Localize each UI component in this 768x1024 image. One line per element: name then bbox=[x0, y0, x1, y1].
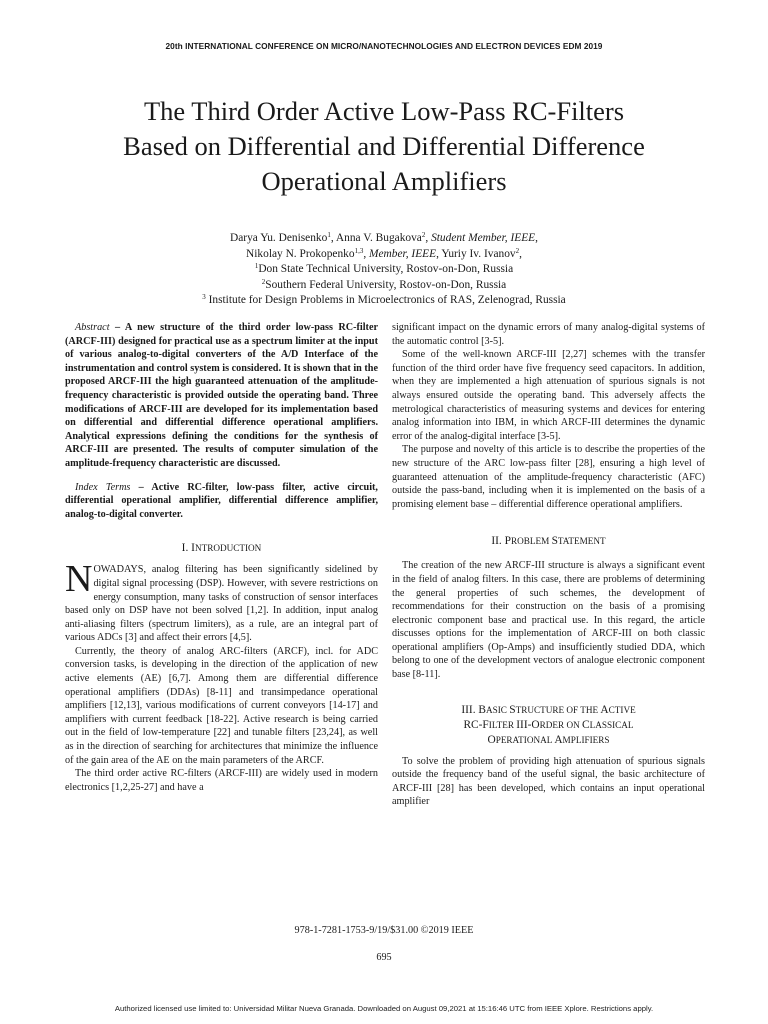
left-column bbox=[65, 321, 378, 794]
license-notice: Authorized licensed use limited to: Universidad Militar Nueva Granada. Downloaded on August 09,2021 at 15:16:46 UTC from IEEE Xplore. Restrictions apply. bbox=[114, 1004, 654, 1013]
right-paragraph-4: The creation of the new ARCF-III structure is always a significant event in the field of analog filters. In this case, there are problems of determining the general properties of such schemes, the development of recommendations for their construction on the basis of a promising electronic component base and practical use. In this regard, the article discusses options for the implementation of ARCF-III on both classic operational amplifiers (Op-Amps) and insufficiently studied DDA, which belong to one of the development vectors of analogue electronic component base [8-11]. bbox=[392, 560, 705, 681]
heading-initial: S bbox=[551, 535, 558, 548]
affiliation-text: Don State Technical University, Rostov-on-Don, Russia bbox=[258, 263, 514, 275]
title-line: Operational Amplifiers bbox=[261, 166, 507, 196]
intro-paragraph-2: Currently, the theory of analog ARC-filters (ARCF), incl. for ADC conversion tasks, is developing in the direction of the application of new active elements (AE) [6,7]. Among them are differential difference operational amplifiers (DDAs) [8-11] and transimpedance operational amplifiers [12,13], various modifications of current conveyors [14-17] and amplifiers with current feedback [18-22]. Active research is being carried out in the field of low-temperature [22] and tunable filters [23,24], as well as in the direction of searching for architectures that minimize the influence of the gain area of the AE on the main parameters of the ARCF. bbox=[65, 645, 378, 766]
page-number: 695 bbox=[376, 952, 392, 963]
affiliation-text: Southern Federal University, Rostov-on-Don, Russia bbox=[265, 278, 507, 291]
affiliation-text: Institute for Design Problems in Microelectronics of RAS, Zelenograd, Russia bbox=[205, 294, 566, 306]
heading-rest: NTRODUCTION bbox=[194, 543, 262, 554]
right-paragraph-3: The purpose and novelty of this article is to describe the properties of the new structure of the ARC low-pass filter [28], ensuring a high level of guaranteed attenuation of the amplitude-frequency characteristic (AFC) outside the pass-band, including when it is implemented on the basis of a promising element base – differential difference operational amplifiers. bbox=[392, 444, 705, 510]
author-role: Student Member, IEEE bbox=[431, 232, 536, 244]
section-heading-introduction bbox=[65, 541, 378, 556]
paragraph-text: OWADAYS, analog filtering has been significantly sidelined by digital signal processing (DSP). However, with severe restrictions on energy consumption, many tasks of construction of sensor interfaces based only on DSP have not been solved [1,2]. In addition, input analog anti-aliasing filters (spectrum limiters), as a rule, are an integral part of various ADCs [3] and affect their errors [4,5]. bbox=[65, 564, 378, 644]
affiliation-2 bbox=[60, 278, 708, 294]
abstract-label: Abstract bbox=[75, 322, 110, 333]
heading-line: RC-FILTER III-ORDER ON CLASSICAL bbox=[463, 718, 634, 731]
title-line: Based on Differential and Differential Difference bbox=[123, 131, 645, 161]
author-affiliation-mark: 2 bbox=[515, 246, 520, 255]
author-affiliation-mark: 1,3 bbox=[354, 246, 364, 255]
author-name: Darya Yu. Denisenko bbox=[230, 232, 328, 244]
author-block bbox=[60, 231, 708, 309]
author-role: Member, IEEE bbox=[369, 247, 437, 260]
conference-header: 20th INTERNATIONAL CONFERENCE ON MICRO/NANOTECHNOLOGIES AND ELECTRON DEVICES EDM 2019 bbox=[165, 41, 603, 51]
author-affiliation-mark: 1 bbox=[327, 231, 331, 239]
right-paragraph-1: significant impact on the dynamic errors of many analog-digital systems of the automatic control [3-5]. bbox=[392, 322, 705, 347]
isbn-copyright: 978-1-7281-1753-9/19/$31.00 ©2019 IEEE bbox=[294, 925, 474, 936]
affiliation-mark: 1 bbox=[254, 262, 259, 270]
heading-rest: TATEMENT bbox=[557, 536, 606, 547]
heading-initial: P bbox=[504, 535, 511, 548]
abstract-text: – A new structure of the third order low-pass RC-filter (ARCF-III) designed for practical use as a spectrum limiter at the input of various analog-to-digital converters of the A/D Interface of the instrumentation and control system is considered. It is shown that in the proposed ARCF-III the high guaranteed attenuation of the amplitude-frequency characteristic is provided outside the operating band. Three modifications of ARCF-III are developed for its implementation based on differential and differential difference operational amplifiers. Analytical expressions defining the conditions for the synthesis of ARCF-III are presented. The results of computer simulation of the amplitude-frequency characteristic are discussed. bbox=[65, 322, 378, 469]
heading-initial: I bbox=[191, 542, 195, 555]
affiliation-1 bbox=[60, 262, 708, 278]
affiliation-mark: 3 bbox=[202, 293, 206, 301]
section-heading-problem-statement bbox=[392, 534, 705, 549]
heading-line: OPERATIONAL AMPLIFIERS bbox=[487, 733, 610, 746]
abstract bbox=[65, 321, 378, 471]
heading-line: III. BASIC STRUCTURE OF THE ACTIVE bbox=[461, 703, 636, 716]
heading-rest: ROBLEM bbox=[510, 536, 552, 547]
section-heading-basic-structure bbox=[392, 703, 705, 748]
author-name: Yuriy Iv. Ivanov bbox=[441, 247, 516, 260]
section-number: I. bbox=[181, 542, 192, 555]
index-terms-text: – Active RC-filter, low-pass filter, active circuit, differential operational amplifier, differential difference amplifier, analog-to-digital converter. bbox=[65, 481, 378, 520]
affiliation-3 bbox=[60, 293, 708, 309]
drop-cap: N bbox=[65, 558, 93, 601]
intro-paragraph-3: The third order active RC-filters (ARCF-III) are widely used in modern electronics [1,2,25-27] and have a bbox=[65, 768, 378, 793]
index-terms-label: Index Terms bbox=[75, 481, 131, 493]
authors-line-1: Darya Yu. Denisenko$^1$, Anna V. Bugakova$^2$, Student Member, IEEE, bbox=[230, 231, 538, 244]
right-paragraph-5: To solve the problem of providing high attenuation of spurious signals outside the frequency band of the useful signal, the basic architecture of ARCF-III [28] has been developed, which contains an input operational amplifier bbox=[392, 755, 705, 808]
index-terms bbox=[65, 481, 378, 522]
author-affiliation-mark: 2 bbox=[421, 231, 426, 239]
paper-title bbox=[40, 94, 728, 199]
authors-line-2: Nikolay N. Prokopenko$^{1,3}$, Member, IEEE, Yuriy Iv. Ivanov$^2$, bbox=[246, 246, 522, 260]
intro-paragraph-1 bbox=[65, 558, 378, 645]
title-line: The Third Order Active Low-Pass RC-Filters bbox=[143, 96, 625, 126]
author-name: Anna V. Bugakova bbox=[335, 232, 422, 244]
section-number: II. bbox=[491, 535, 505, 548]
right-paragraph-2: Some of the well-known ARCF-III [2,27] schemes with the transfer function of the third order have five frequency seed capacitors. In addition, when they are implemented a high attenuation of spurious signals is not always ensured outside the operating band. This adversely affects the metrological characteristics of measuring systems and devices for entering analog information into IBM, in which ARCF-III determines the dynamic error of the analog-digital interface [3-5]. bbox=[392, 349, 705, 442]
author-name: Nikolay N. Prokopenko bbox=[246, 247, 355, 260]
right-column bbox=[392, 321, 705, 809]
affiliation-mark: 2 bbox=[261, 277, 266, 286]
